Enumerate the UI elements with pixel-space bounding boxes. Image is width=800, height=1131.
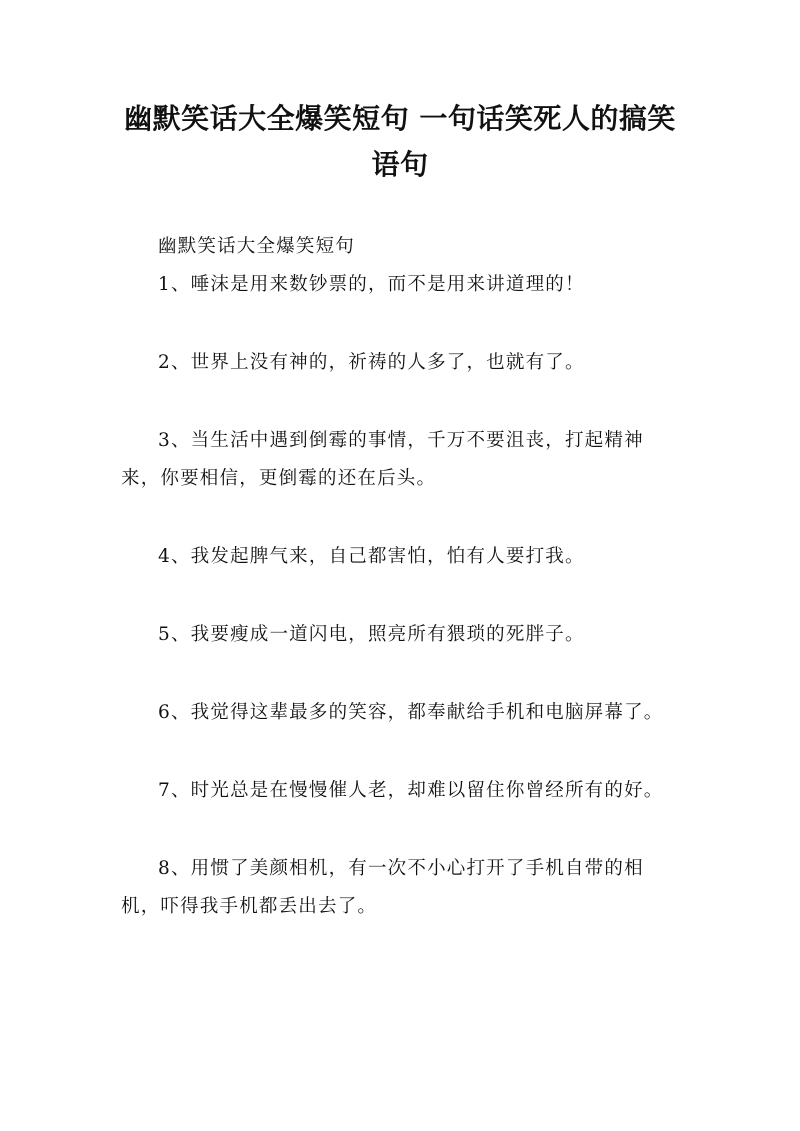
paragraph-gap [121,498,681,538]
paragraph-gap [121,382,681,422]
joke-item-4: 4、我发起脾气来，自己都害怕，怕有人要打我。 [158,546,585,567]
joke-item-7: 7、时光总是在慢慢催人老，却难以留住你曾经所有的好。 [158,780,664,801]
paragraph-gap [121,732,681,772]
paragraph-gap [121,576,681,616]
joke-item-3: 3、当生活中遇到倒霉的事情，千万不要沮丧，打起精神来，你要相信，更倒霉的还在后头。 [121,430,644,489]
page-title: 幽默笑话大全爆笑短句 一句话笑死人的搞笑语句 [124,102,676,181]
paragraph-gap [121,810,681,850]
joke-item-8: 8、用惯了美颜相机，有一次不小心打开了手机自带的相机，吓得我手机都丢出去了。 [121,858,644,917]
section-heading: 幽默笑话大全爆笑短句 [158,236,356,257]
joke-item-1: 1、唾沫是用来数钞票的，而不是用来讲道理的！ [158,274,585,295]
joke-item-5: 5、我要瘦成一道闪电，照亮所有猥琐的死胖子。 [158,624,585,645]
document-body [121,228,681,926]
joke-item-2: 2、世界上没有神的，祈祷的人多了，也就有了。 [158,352,585,373]
joke-item-6: 6、我觉得这辈最多的笑容，都奉献给手机和电脑屏幕了。 [158,702,664,723]
paragraph-gap [121,304,681,344]
paragraph-gap [121,654,681,694]
